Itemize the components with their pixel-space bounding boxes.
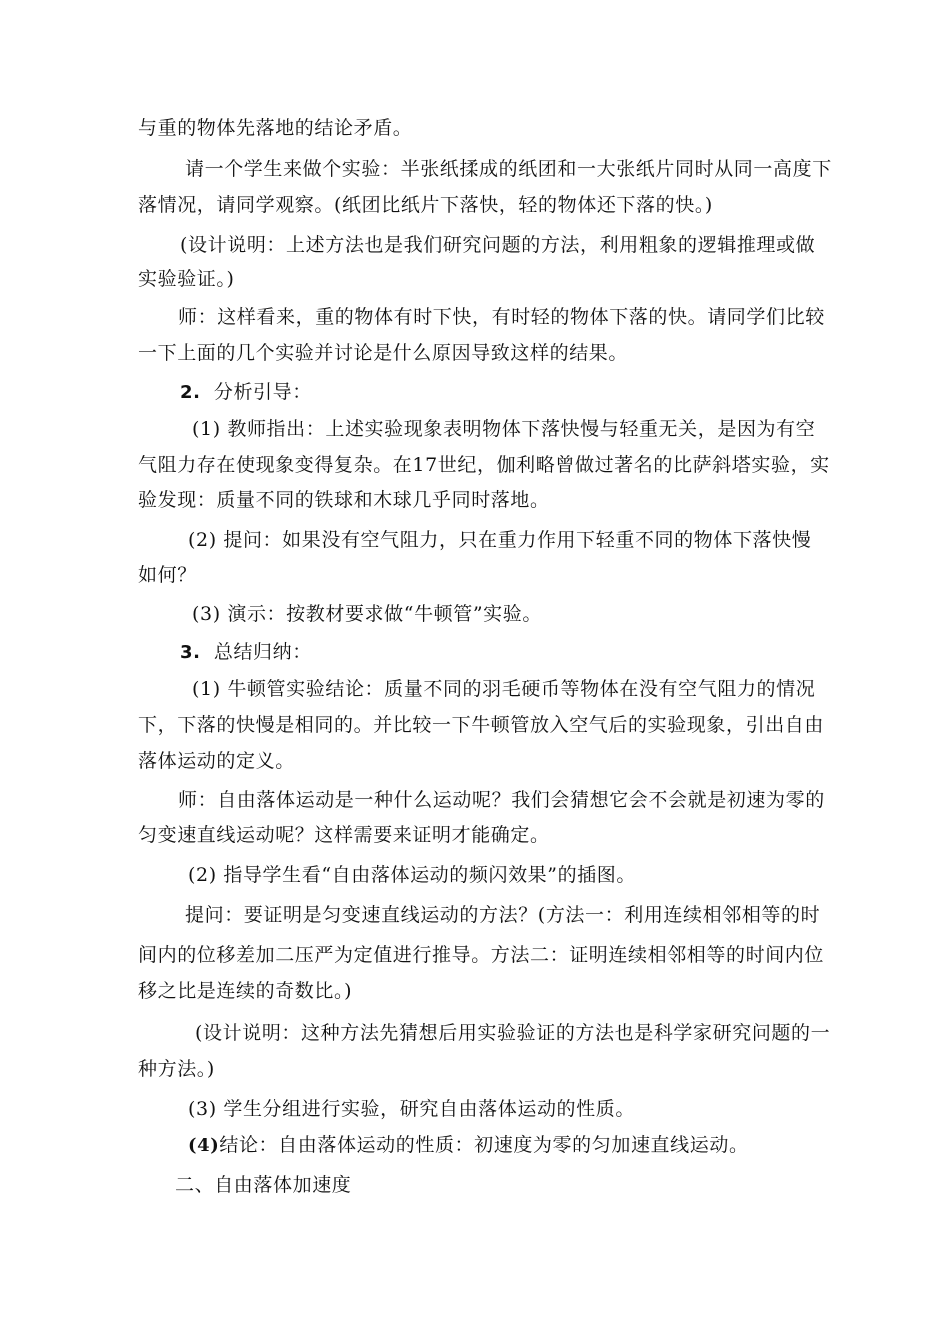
paragraph-line: (3) 学生分组进行实验，研究自由落体运动的性质。: [188, 1098, 635, 1120]
paragraph-line: 请一个学生来做个实验：半张纸揉成的纸团和一大张纸片同时从同一高度下: [185, 158, 832, 180]
paragraph-line: 与重的物体先落地的结论矛盾。: [138, 117, 413, 139]
paragraph-line: (设计说明：这种方法先猜想后用实验验证的方法也是科学家研究问题的一: [195, 1022, 831, 1044]
paragraph-line: 实验验证。): [138, 268, 235, 290]
section-number: 3.: [180, 642, 201, 663]
section-title: 分析引导：: [213, 381, 312, 403]
paragraph-line: (3) 演示：按教材要求做“牛顿管”实验。: [192, 603, 542, 625]
paragraph-line: 落情况，请同学观察。(纸团比纸片下落快，轻的物体还下落的快。): [138, 194, 713, 216]
paragraph-line: (2) 指导学生看“自由落体运动的频闪效果”的插图。: [188, 864, 636, 886]
paragraph-line: 师：自由落体运动是一种什么运动呢？我们会猜想它会不会就是初速为零的: [178, 789, 825, 811]
paragraph-line: 匀变速直线运动呢？这样需要来证明才能确定。: [138, 824, 550, 846]
section-number: 2.: [180, 382, 201, 403]
paragraph-line: (1) 教师指出：上述实验现象表明物体下落快慢与轻重无关，是因为有空: [192, 418, 816, 440]
section-heading: [180, 640, 312, 665]
paragraph-line: 移之比是连续的奇数比。): [138, 980, 353, 1002]
paragraph-line: 师：这样看来，重的物体有时下快，有时轻的物体下落的快。请同学们比较: [178, 306, 825, 328]
paragraph-line: (设计说明：上述方法也是我们研究问题的方法，利用粗象的逻辑推理或做: [180, 234, 816, 256]
paragraph-line: 间内的位移差加二压严为定值进行推导。方法二：证明连续相邻相等的时间内位: [138, 944, 825, 966]
paragraph-line: (2) 提问：如果没有空气阻力，只在重力作用下轻重不同的物体下落快慢: [188, 529, 812, 551]
item-number: (4): [188, 1135, 220, 1156]
paragraph-line: 验发现：质量不同的铁球和木球几乎同时落地。: [138, 489, 550, 511]
paragraph-line: [188, 1133, 749, 1158]
section-heading: [180, 380, 312, 405]
paragraph-line: 下，下落的快慢是相同的。并比较一下牛顿管放入空气后的实验现象，引出自由: [138, 714, 825, 736]
paragraph-line: 落体运动的定义。: [138, 750, 295, 772]
paragraph-line: 提问：要证明是匀变速直线运动的方法？(方法一：利用连续相邻相等的时: [185, 904, 821, 926]
paragraph-line: (1) 牛顿管实验结论：质量不同的羽毛硬币等物体在没有空气阻力的情况: [192, 678, 816, 700]
section-heading: 二、自由落体加速度: [175, 1174, 352, 1196]
item-text: 结论：自由落体运动的性质：初速度为零的匀加速直线运动。: [219, 1134, 749, 1156]
paragraph-line: 一下上面的几个实验并讨论是什么原因导致这样的结果。: [138, 342, 629, 364]
section-title: 总结归纳：: [213, 641, 312, 663]
paragraph-line: 气阻力存在使现象变得复杂。在17世纪，伽利略曾做过著名的比萨斜塔实验，实: [138, 454, 830, 476]
paragraph-line: 如何？: [138, 564, 197, 586]
paragraph-line: 种方法。): [138, 1058, 215, 1080]
